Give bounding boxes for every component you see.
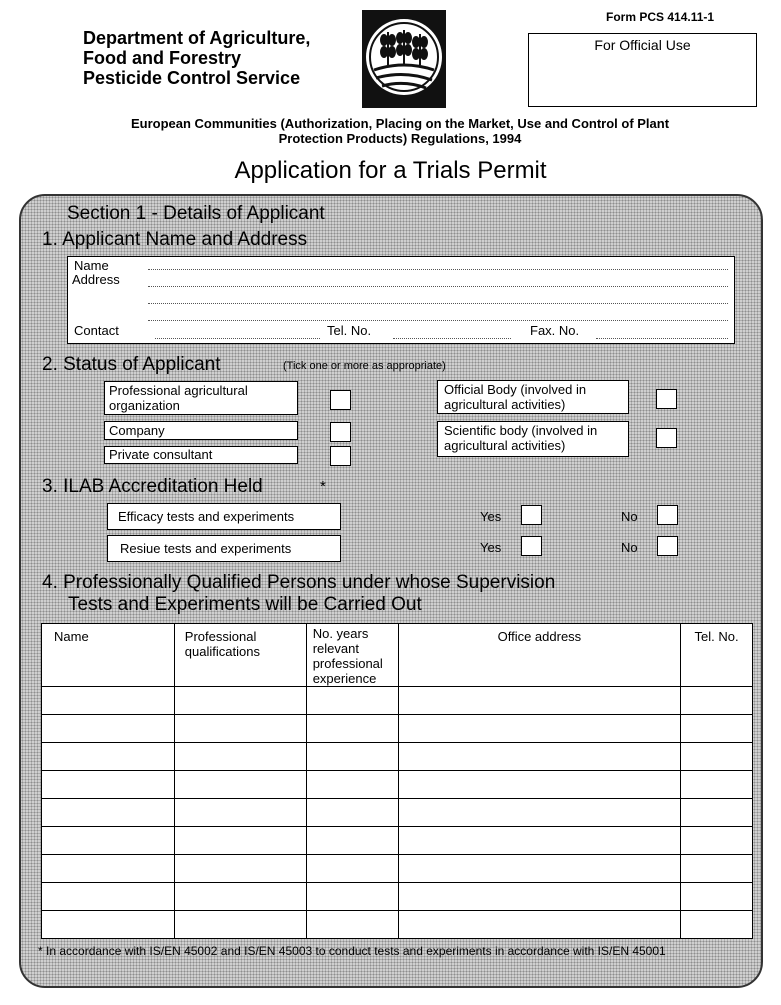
dept-line-3: Pesticide Control Service <box>83 68 301 88</box>
col-header-office-address <box>398 624 680 687</box>
cell-qualifications[interactable] <box>174 827 306 855</box>
col-header-experience <box>306 624 398 687</box>
cell-tel[interactable] <box>681 687 753 715</box>
cell-name[interactable] <box>42 687 175 715</box>
cell-experience[interactable] <box>306 687 398 715</box>
status-checkbox-private[interactable] <box>330 446 351 466</box>
cell-experience[interactable] <box>306 883 398 911</box>
fax-label: Fax. No. <box>530 323 580 338</box>
cell-name[interactable] <box>42 827 175 855</box>
cell-office-address[interactable] <box>398 715 680 743</box>
cell-tel[interactable] <box>681 855 753 883</box>
cell-office-address[interactable] <box>398 771 680 799</box>
col-header-experience-text: No. years relevant professional experience <box>312 626 383 686</box>
residue-yes-label: Yes <box>480 540 502 555</box>
official-use-label: For Official Use <box>594 37 691 53</box>
accreditation-residue-label: Resiue tests and experiments <box>107 535 341 562</box>
regulations-line-2: Protection Products) Regulations, 1994 <box>278 131 522 146</box>
accreditation-efficacy-label: Efficacy tests and experiments <box>107 503 341 530</box>
cell-office-address[interactable] <box>398 799 680 827</box>
cell-qualifications[interactable] <box>174 715 306 743</box>
cell-tel[interactable] <box>681 911 753 939</box>
department-name <box>83 28 310 88</box>
cell-qualifications[interactable] <box>174 771 306 799</box>
table-row <box>42 743 753 771</box>
status-checkbox-professional[interactable] <box>330 390 351 410</box>
efficacy-no-checkbox[interactable] <box>657 505 678 525</box>
col-header-name-text: Name <box>54 629 89 644</box>
cell-experience[interactable] <box>306 855 398 883</box>
cell-tel[interactable] <box>681 743 753 771</box>
q1-heading: 1. Applicant Name and Address <box>42 229 308 250</box>
cell-qualifications[interactable] <box>174 743 306 771</box>
table-row <box>42 827 753 855</box>
address-field-1[interactable] <box>148 286 728 287</box>
cell-qualifications[interactable] <box>174 911 306 939</box>
col-header-qualifications-text: Professional qualifications <box>184 629 260 659</box>
address-label: Address <box>72 272 120 287</box>
status-option-professional: Professional agricultural organization <box>104 381 298 415</box>
table-row <box>42 799 753 827</box>
cell-experience[interactable] <box>306 743 398 771</box>
table-row <box>42 855 753 883</box>
cell-office-address[interactable] <box>398 687 680 715</box>
name-label: Name <box>74 258 109 273</box>
cell-office-address[interactable] <box>398 911 680 939</box>
cell-name[interactable] <box>42 715 175 743</box>
col-header-office-address-text: Office address <box>497 629 582 644</box>
cell-tel[interactable] <box>681 827 753 855</box>
name-field[interactable] <box>148 269 728 270</box>
status-option-scientific-body: Scientific body (involved in agricultural activities) <box>437 421 629 457</box>
status-checkbox-official-body[interactable] <box>656 389 677 409</box>
cell-experience[interactable] <box>306 799 398 827</box>
cell-name[interactable] <box>42 799 175 827</box>
cell-experience[interactable] <box>306 715 398 743</box>
contact-field[interactable] <box>155 338 320 339</box>
q4-heading-line-1: 4. Professionally Qualified Persons under whose Supervision <box>42 572 556 593</box>
table-row <box>42 883 753 911</box>
cell-name[interactable] <box>42 855 175 883</box>
cell-qualifications[interactable] <box>174 687 306 715</box>
cell-tel[interactable] <box>681 771 753 799</box>
cell-name[interactable] <box>42 771 175 799</box>
form-number: Form PCS 414.11-1 <box>606 10 715 24</box>
q4-heading <box>42 572 555 616</box>
cell-tel[interactable] <box>681 883 753 911</box>
col-header-qualifications <box>174 624 306 687</box>
cell-qualifications[interactable] <box>174 799 306 827</box>
cell-experience[interactable] <box>306 827 398 855</box>
tel-field[interactable] <box>393 338 511 339</box>
cell-office-address[interactable] <box>398 743 680 771</box>
table-row <box>42 687 753 715</box>
table-row <box>42 771 753 799</box>
col-header-tel-text: Tel. No. <box>694 629 739 644</box>
residue-yes-checkbox[interactable] <box>521 536 542 556</box>
table-header-row <box>42 624 753 687</box>
status-option-company: Company <box>104 421 298 440</box>
efficacy-no-label: No <box>621 509 638 524</box>
cell-name[interactable] <box>42 911 175 939</box>
tel-label: Tel. No. <box>327 323 372 338</box>
contact-label: Contact <box>74 323 119 338</box>
cell-experience[interactable] <box>306 911 398 939</box>
col-header-tel <box>681 624 753 687</box>
cell-qualifications[interactable] <box>174 883 306 911</box>
q4-heading-line-2: Tests and Experiments will be Carried Out <box>68 594 422 615</box>
status-option-private: Private consultant <box>104 446 298 464</box>
table-row <box>42 715 753 743</box>
footnote: * In accordance with IS/EN 45002 and IS/EN 45003 to conduct tests and experiments in accordance with IS/EN 45001 <box>38 944 666 958</box>
efficacy-yes-label: Yes <box>480 509 502 524</box>
address-field-3[interactable] <box>148 320 728 321</box>
cell-office-address[interactable] <box>398 855 680 883</box>
cell-tel[interactable] <box>681 799 753 827</box>
cell-office-address[interactable] <box>398 827 680 855</box>
residue-no-label: No <box>621 540 638 555</box>
status-checkbox-company[interactable] <box>330 422 351 442</box>
table-row <box>42 911 753 939</box>
section1-title: Section 1 - Details of Applicant <box>67 203 325 224</box>
q2-note: (Tick one or more as appropriate) <box>283 360 446 372</box>
q3-asterisk: * <box>320 478 326 495</box>
cell-office-address[interactable] <box>398 883 680 911</box>
dept-line-1: Department of Agriculture, <box>83 28 311 48</box>
department-logo <box>362 10 446 108</box>
cell-experience[interactable] <box>306 771 398 799</box>
col-header-name <box>42 624 175 687</box>
efficacy-yes-checkbox[interactable] <box>521 505 542 525</box>
cell-tel[interactable] <box>681 715 753 743</box>
cell-name[interactable] <box>42 883 175 911</box>
cell-qualifications[interactable] <box>174 855 306 883</box>
address-field-2[interactable] <box>148 303 728 304</box>
dept-line-2: Food and Forestry <box>83 48 242 68</box>
cell-name[interactable] <box>42 743 175 771</box>
status-checkbox-scientific-body[interactable] <box>656 428 677 448</box>
residue-no-checkbox[interactable] <box>657 536 678 556</box>
q2-heading: 2. Status of Applicant <box>42 354 221 375</box>
regulations-text <box>60 116 740 146</box>
status-option-official-body: Official Body (involved in agricultural activities) <box>437 380 629 414</box>
fax-field[interactable] <box>596 338 728 339</box>
regulations-line-1: European Communities (Authorization, Placing on the Market, Use and Control of Plant <box>130 116 670 131</box>
form-title: Application for a Trials Permit <box>234 157 547 184</box>
q3-heading: 3. ILAB Accreditation Held <box>42 476 263 497</box>
supervisors-table <box>41 623 753 939</box>
official-use-box <box>528 33 757 107</box>
